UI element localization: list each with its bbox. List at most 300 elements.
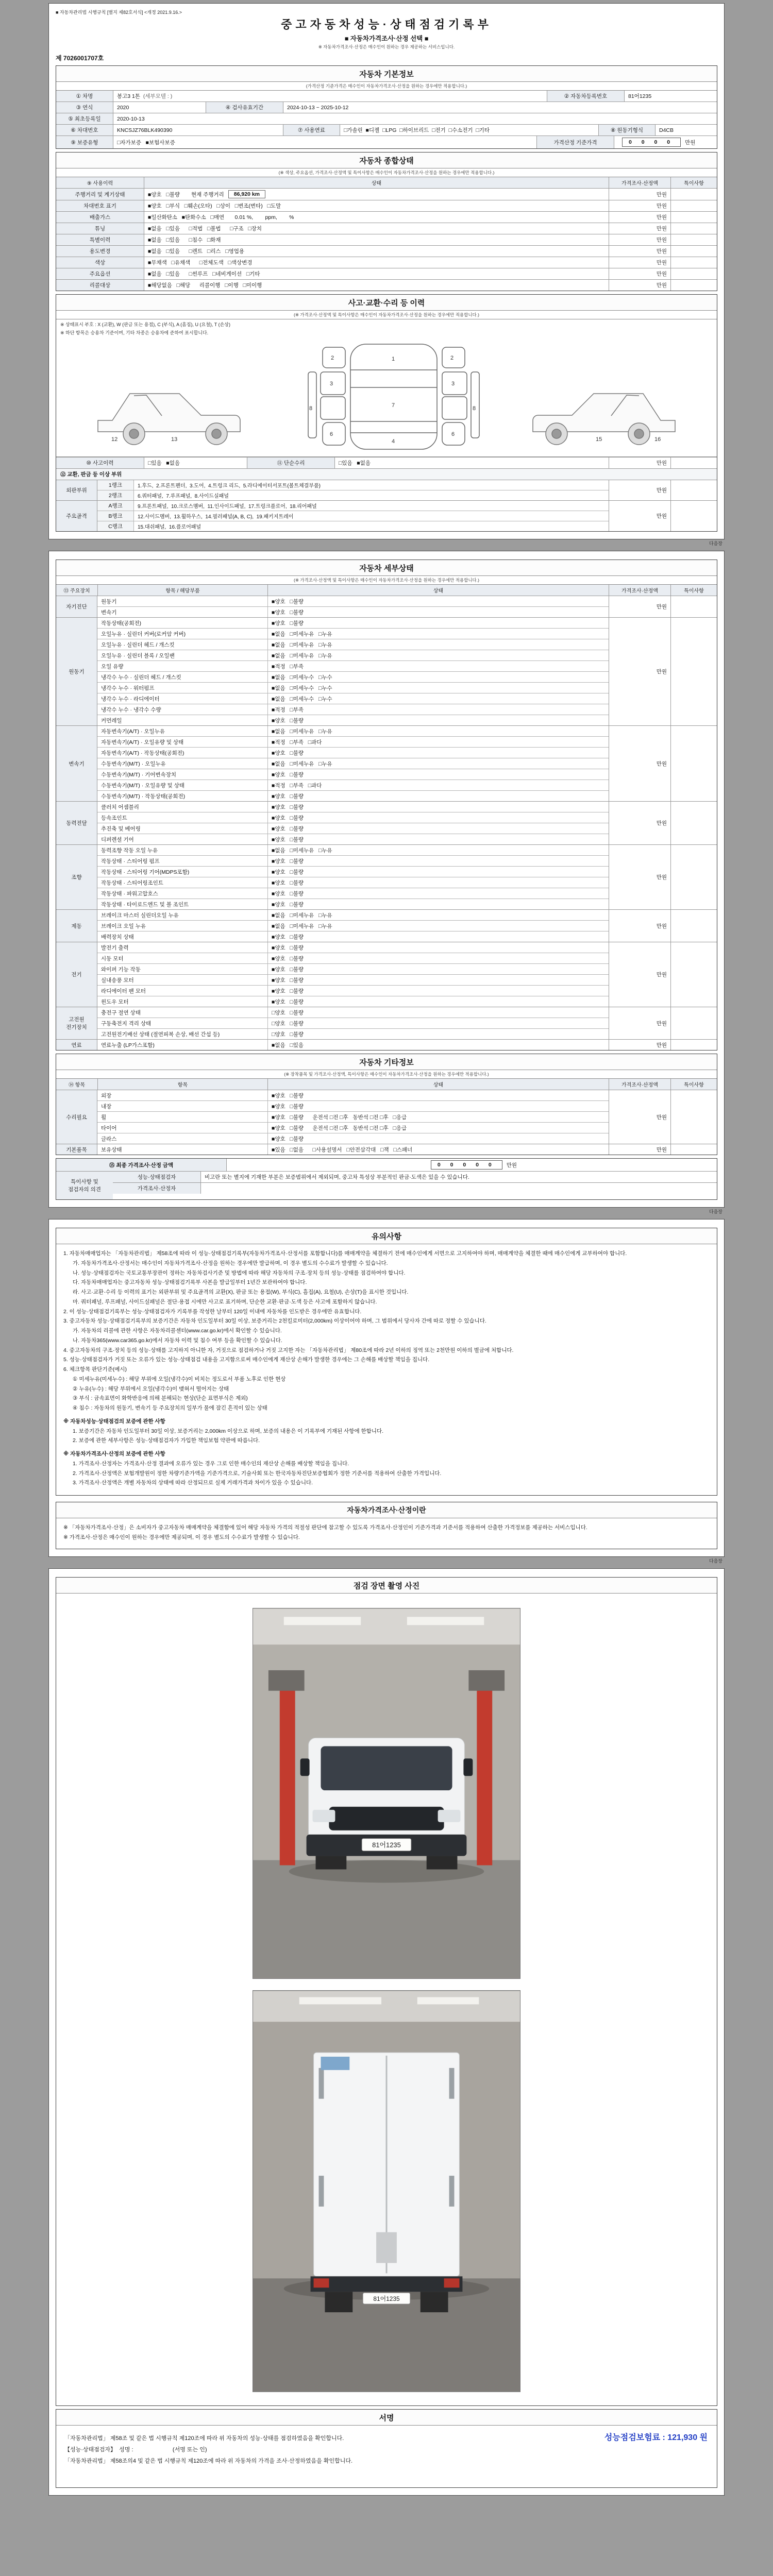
table-row: [56, 188, 717, 200]
device-row: [97, 910, 609, 920]
field-label-fuel: ⑦ 사용연료: [283, 125, 340, 135]
device-status: ■양호 □불량: [267, 596, 609, 606]
device-status: ■양호 □불량: [267, 607, 609, 617]
col-header-status: 상태: [144, 177, 609, 188]
section-note: (※ 가격조사·산정액 및 특이사항은 매수인이 자동차가격조사·산정을 원하는 경우에만 적용합니다.): [56, 311, 717, 319]
misc-item: 타이어: [101, 1125, 117, 1131]
group-price: 만원: [609, 1144, 670, 1155]
page-footer: 다음장: [709, 1209, 722, 1214]
group-label: 기본품목: [56, 1144, 97, 1155]
col-header: 상태: [267, 1079, 609, 1090]
page-notes: [48, 1219, 725, 1557]
note-paragraph: ※ 자동차가격조사·산정의 보증에 관한 사항: [63, 1451, 165, 1457]
group-note: [670, 596, 717, 617]
group-rows: [97, 1040, 609, 1050]
misc-status: ■양호 □불량: [267, 1090, 609, 1100]
device-row: [97, 726, 609, 736]
status-checkboxes: ■없음 □있음 □침수 □화재: [148, 237, 221, 243]
row-note: [670, 223, 717, 234]
device-row: [97, 855, 609, 866]
row-status: [144, 189, 609, 200]
field-value-warranty: □자가보증 ■보험사보증: [113, 136, 536, 148]
misc-item: 보유상태: [101, 1146, 122, 1153]
device-item: 수동변속기(M/T) · 오일누유: [101, 760, 166, 767]
diagram-number: 2: [450, 355, 454, 361]
status-checkboxes: ■무채색 □유채색 □전체도색 □색상변경: [148, 260, 253, 266]
photo-rear-of-truck: [253, 1990, 520, 2392]
note-paragraph: ※ 자동차성능·상태점검의 보증에 관한 사항: [63, 1418, 165, 1425]
col-header-price: 가격조사·산정액: [609, 177, 670, 188]
device-row: [97, 866, 609, 877]
device-row: [97, 790, 609, 801]
device-row: [97, 812, 609, 823]
device-item: 동력조향 작동 오일 누유: [101, 847, 158, 854]
row-price: 만원: [609, 280, 670, 291]
diagram-number: 15: [596, 436, 602, 443]
section-note: (※ 가격조사·산정액 및 특이사항은 매수인이 자동차가격조사·산정을 원하는 경우에만 적용합니다.): [56, 576, 717, 585]
mileage-label: 현재 주행거리: [191, 191, 224, 198]
device-row: [97, 660, 609, 671]
row-price: 만원: [609, 223, 670, 234]
section-photos: [56, 1577, 717, 2406]
note-paragraph: 3. 중고자동차 성능·상태점검기록부의 보증기간은 자동차 인도일부터 30일 이상, 보증거리는 2천킬로미터(2,000km) 이상이어야 하며, 그 범위에서 당사자 간에 따로 정할 수 있습니다.: [63, 1318, 486, 1325]
device-item: 라디에이터 팬 모터: [101, 988, 146, 994]
overall-condition-rows: [56, 188, 717, 291]
rank-parts: 1.후드, 2.프론트펜더, 3.도어, 4.트렁크 리드, 5.라디에이터서포트(볼트체결부품): [133, 480, 609, 490]
opinion-label: 특이사항 및 점검자의 의견: [56, 1172, 113, 1199]
device-status: ■양호 □불량: [267, 618, 609, 628]
diagram-number: 4: [392, 438, 395, 445]
page-detail: [48, 551, 725, 1208]
frame-panel-rows: [97, 501, 609, 531]
row-label: 주행거리 및 계기상태: [56, 189, 144, 200]
status-checkboxes: ■없음 □있음 □썬루프 □네비게이션 □기타: [148, 271, 260, 277]
device-item: 시동 모터: [101, 955, 124, 962]
table-row: [56, 223, 717, 234]
status-checkboxes: ■없음 □있음 □렌트 □리스 □영업용: [148, 248, 245, 255]
field-value-base-price: 0 0 0 0 만원: [614, 136, 717, 148]
table-row: [56, 245, 717, 257]
device-status: □양호 □불량: [267, 1007, 609, 1018]
row-price: 만원: [609, 246, 670, 257]
diagram-number: 1: [392, 356, 395, 362]
group-note: [670, 1007, 717, 1039]
diagram-number: 3: [451, 381, 455, 387]
device-item: 배력장치 상태: [101, 934, 134, 940]
group-rows: [97, 802, 609, 844]
device-item: 작동상태 · 스티어링조인트: [101, 879, 163, 886]
col-header-price: 가격조사·산정액: [609, 585, 670, 596]
note-paragraph: 1. 자동차매매업자는 「자동차관리법」 제58조에 따라 이 성능·상태점검기록부(자동차가격조사·산정서를 포함합니다)를 매매계약을 체결하기 전에 매수인에게 서면으로 고지하여야 하며, 매매계약을 체결한 때에 매수인에게 교부하여야 합니다.: [63, 1250, 627, 1257]
rank-row: [97, 490, 609, 500]
opinion-text-appraiser: [200, 1183, 717, 1194]
license-plate-rear: 81어1235: [373, 2295, 400, 2302]
device-item: 냉각수 누수 · 워터펌프: [101, 685, 155, 691]
note-paragraph: 라. 사고·교환·수리 등 이력의 표기는 외판부위 및 주요골격의 교환(X), 판금 또는 용접(W), 부식(C), 흠집(A), 요철(U), 손상(T)을 표시한 것입니다.: [73, 1289, 409, 1295]
group-note: [670, 942, 717, 1007]
device-item: 작동상태(공회전): [101, 620, 141, 626]
device-item: 수동변속기(M/T) · 기어변속장치: [101, 771, 176, 778]
rank-label: C랭크: [97, 521, 133, 531]
group-label: 자기진단: [56, 596, 97, 617]
row-status: [144, 234, 609, 245]
note-paragraph: 1. 가격조사·산정자는 가격조사·산정 결과에 오류가 있는 경우 그로 인한 매수인의 재산상 손해를 배상할 책임을 집니다.: [73, 1460, 349, 1467]
diagram-number: 6: [451, 431, 455, 437]
section-title: 유의사항: [56, 1228, 717, 1244]
col-header-note: 특이사항: [670, 177, 717, 188]
row-status: [144, 212, 609, 223]
group-label: 조향: [56, 845, 97, 909]
row-note: [670, 234, 717, 245]
note-paragraph: 2. 보증에 관한 세부사항은 성능·상태점검자가 가입한 책임보험 약관에 따릅니다.: [73, 1437, 260, 1444]
device-row: [97, 920, 609, 931]
device-item: 냉각수 누수 · 냉각수 수량: [101, 706, 161, 713]
section-note: (※ 장착품목 및 가격조사·산정액, 특이사항은 매수인이 자동차가격조사·산정을 원하는 경우에만 적용합니다.): [56, 1070, 717, 1079]
table-row: [56, 211, 717, 223]
misc-status: ■양호 □불량: [267, 1133, 609, 1144]
section-price-survey-info: [56, 1502, 717, 1549]
group-label: 주요골격: [56, 501, 97, 531]
row-note: [670, 268, 717, 279]
device-row: [97, 1040, 609, 1050]
group-rows: [97, 1007, 609, 1039]
device-item: 연료누출 (LP가스포함): [101, 1042, 155, 1048]
device-item: 변속기: [101, 609, 117, 616]
group-note: [670, 618, 717, 725]
device-status: ■적정 □부족: [267, 661, 609, 671]
group-price: 만원: [609, 910, 670, 942]
device-group-transmission: [56, 725, 717, 801]
section-title: 서명: [56, 2410, 717, 2426]
device-group-selfdiag: [56, 596, 717, 617]
device-row: [97, 639, 609, 650]
device-item: 윈도우 모터: [101, 998, 129, 1005]
section-note: (※ 색상, 주요옵션, 가격조사·산정액 및 특이사항은 매수인이 자동차가격조사·산정을 원하는 경우에만 적용합니다.): [56, 168, 717, 177]
rank-row: [97, 521, 609, 531]
group-note: [670, 845, 717, 909]
simple-repair-label: ⑪ 단순수리: [247, 457, 334, 468]
device-row: [97, 974, 609, 985]
device-item: 수동변속기(M/T) · 오일유량 및 상태: [101, 782, 184, 789]
misc-row: [97, 1100, 609, 1111]
device-item: 클러치 어셈블리: [101, 804, 139, 810]
table-row: [56, 279, 717, 291]
rank-parts: 12.사이드멤버, 13.휠하우스, 14.필러패널(A, B, C), 19.패키지트레이: [133, 511, 609, 521]
field-value-vin: KNCSJZ76BLK490390: [113, 125, 283, 135]
page-footer: 다음장: [709, 1558, 722, 1564]
device-status: □양호 □불량: [267, 1018, 609, 1028]
group-label: 전기: [56, 942, 97, 1007]
rank-label: 1랭크: [97, 480, 133, 490]
device-status: ■적정 □부족: [267, 704, 609, 715]
device-row: [97, 985, 609, 996]
device-row: [97, 996, 609, 1007]
device-item: 작동상태 · 스티어링 기어(MDPS포함): [101, 869, 190, 875]
status-checkboxes: ■양호 □불량: [148, 191, 180, 198]
row-note: [670, 257, 717, 268]
misc-row: [97, 1111, 609, 1122]
survey-lines: [56, 1518, 717, 1549]
diagram-number: 16: [654, 436, 661, 443]
document-number: 제 7026001707호: [56, 55, 104, 62]
note-paragraph: ② 누유(누수) : 해당 부위에서 오일(냉각수)이 맺혀서 떨어지는 상태: [73, 1385, 229, 1392]
opinion-role-inspector: 성능·상태점검자: [113, 1172, 200, 1182]
device-row: [97, 953, 609, 963]
row-price: 만원: [609, 212, 670, 223]
survey-line: ※ 가격조사·산정은 매수인이 원하는 경우에만 제공되며, 이 경우 별도의 수수료가 발생할 수 있습니다.: [63, 1534, 300, 1540]
group-price: 만원: [609, 596, 670, 617]
row-status: [144, 223, 609, 234]
device-row: [97, 1007, 609, 1018]
device-item: 충전구 절연 상태: [101, 1009, 141, 1016]
row-note: [670, 280, 717, 291]
device-row: [97, 779, 609, 790]
device-status: ■없음 □미세누유 □누유: [267, 639, 609, 650]
section-detail-condition: [56, 560, 717, 1050]
field-label-vin: ⑥ 차대번호: [56, 125, 113, 135]
group-label: 수리필요: [56, 1090, 97, 1144]
device-item: 오일누유 · 실린더 헤드 / 개스킷: [101, 641, 175, 648]
device-status: ■양호 □불량: [267, 888, 609, 899]
page-photos-sign: [48, 1568, 725, 2496]
exchange-panel-label: ⑫ 교환, 판금 등 이상 부위: [56, 468, 717, 480]
field-label-reg-no: ② 자동차등록번호: [547, 91, 624, 101]
row-price: 만원: [609, 234, 670, 245]
row-note: [670, 189, 717, 200]
group-rows: [97, 910, 609, 942]
damage-code-legend: ※ 상태표시 부호 : X (교환), W (판금 또는 용접), C (부식), A (흠집), U (요철), T (손상): [60, 322, 230, 327]
device-item: 냉각수 누수 · 라디에이터: [101, 696, 160, 702]
group-rows: [97, 845, 609, 909]
device-status: ■양호 □불량: [267, 748, 609, 758]
device-row: [97, 877, 609, 888]
misc-item: 외장: [101, 1092, 112, 1099]
col-header-device: ⑬ 주요장치: [56, 585, 97, 596]
device-row: [97, 769, 609, 779]
section-title: 사고·교환·수리 등 이력: [56, 295, 717, 311]
group-price: 만원: [609, 1090, 670, 1144]
row-price: 만원: [609, 200, 670, 211]
device-item: 고전원전기배선 상태 (절연피복 손상, 배선 간섭 등): [101, 1031, 220, 1038]
row-label: 특별이력: [56, 234, 144, 245]
device-status: ■없음 □미세누유 □누유: [267, 758, 609, 769]
inspection-insurance-fee: 성능점검보험료 : 121,930 원: [604, 2433, 708, 2442]
device-item: 작동상태 · 타이로드엔드 및 볼 조인트: [101, 901, 189, 908]
device-row: [97, 942, 609, 953]
device-group-powertrain: [56, 801, 717, 844]
device-item: 수동변속기(M/T) · 작동상태(공회전): [101, 793, 186, 800]
device-status: ■양호 □불량: [267, 823, 609, 834]
device-group-engine: [56, 617, 717, 725]
row-note: [670, 246, 717, 257]
col-header-item: 항목 / 해당부품: [97, 585, 267, 596]
device-status: ■없음 □있음: [267, 1040, 609, 1050]
misc-item: 내장: [101, 1103, 112, 1110]
device-item: 자동변속기(A/T) · 오일유량 및 상태: [101, 739, 184, 745]
misc-row: [97, 1144, 609, 1155]
device-row: [97, 628, 609, 639]
field-label-warranty: ⑨ 보증유형: [56, 136, 113, 148]
row-status: [144, 257, 609, 268]
field-label-engine: ⑧ 원동기형식: [598, 125, 655, 135]
device-status: ■없음 □미세누유 □누유: [267, 726, 609, 736]
status-checkboxes: ■해당없음 □해당 리콜이행 □이행 □미이행: [148, 282, 262, 289]
rank-label: B랭크: [97, 511, 133, 521]
signature-line: 【성능·상태점검자】 성명 : (서명 또는 인): [64, 2446, 207, 2453]
device-status: ■적정 □부족 □과다: [267, 737, 609, 747]
accident-value: □있음 ■없음: [144, 457, 247, 468]
row-note: [670, 457, 717, 468]
group-note: [670, 802, 717, 844]
group-label: 동력전달: [56, 802, 97, 844]
opinion-role-appraiser: 가격조사·산정자: [113, 1183, 200, 1194]
misc-status: ■양호 □불량 운전석 □전 □후 동반석 □전 □후 □응급: [267, 1123, 609, 1133]
device-status: ■양호 □불량: [267, 834, 609, 844]
device-group-brake: [56, 909, 717, 942]
page-subnote: ※ 자동차가격조사·산정은 매수인이 원하는 경우 제공하는 서비스입니다.: [318, 44, 455, 49]
misc-group-repair: [56, 1090, 717, 1144]
field-label-car-name: ① 차명: [56, 91, 113, 101]
device-row: [97, 963, 609, 974]
col-header: 특이사항: [670, 1079, 717, 1090]
section-title: 자동차 종합상태: [56, 152, 717, 168]
device-item: 브레이크 오일 누유: [101, 923, 146, 929]
device-status: ■양호 □불량: [267, 986, 609, 996]
note-paragraph: 다. 자동차매매업자는 중고자동차 성능·상태점검기록부 사본을 발급일부터 1년간 보관하여야 합니다.: [73, 1279, 307, 1286]
group-label: 제동: [56, 910, 97, 942]
section-title: 자동차 세부상태: [56, 560, 717, 576]
row-label: 튜닝: [56, 223, 144, 234]
rank-label: A랭크: [97, 501, 133, 511]
group-label: 연료: [56, 1040, 97, 1050]
device-item: 오일누유 · 실린더 커버(로커암 커버): [101, 631, 186, 637]
row-status: [144, 280, 609, 291]
field-label-first-reg: ⑤ 최초등록일: [56, 113, 113, 124]
field-value-engine: D4CB: [655, 125, 717, 135]
row-label: 색상: [56, 257, 144, 268]
table-row: [56, 200, 717, 211]
device-item: 구동축전지 격리 상태: [101, 1020, 152, 1027]
device-item: 커먼레일: [101, 717, 122, 724]
diagram-number: 3: [330, 381, 333, 387]
simple-repair-value: □있음 ■없음: [334, 457, 609, 468]
rank-row: [97, 480, 609, 490]
diagram-number: 12: [111, 436, 118, 443]
page-footer: 다음장: [709, 541, 722, 546]
row-price: 만원: [609, 189, 670, 200]
group-rows: [97, 942, 609, 1007]
group-price: 만원: [609, 845, 670, 909]
signature-line: 「자동차관리법」 제58조의4 및 같은 법 시행규칙 제120조에 따라 위 자동차의 가격을 조사·산정하였음을 확인합니다.: [64, 2458, 353, 2464]
rank-row: [97, 511, 609, 521]
frame-panel-group: [56, 500, 717, 531]
device-status: ■없음 □미세누유 □누유: [267, 910, 609, 920]
rank-parts: 15.대쉬패널, 16.플로어패널: [133, 521, 609, 531]
rank-label: 2랭크: [97, 490, 133, 500]
table-row: [56, 234, 717, 245]
group-price: 만원: [609, 1040, 670, 1050]
misc-group-basic-items: [56, 1144, 717, 1155]
group-price: 만원: [609, 942, 670, 1007]
device-status: ■양호 □불량: [267, 812, 609, 823]
section-misc-info: [56, 1054, 717, 1155]
field-value-year: 2020: [113, 102, 206, 113]
page-subtitle: ■ 자동차가격조사·산정 선택 ■: [344, 35, 429, 42]
mileage-value: 86,920 km: [228, 190, 265, 198]
device-status: ■양호 □불량: [267, 996, 609, 1007]
note-paragraph: 2. 가격조사·산정액은 보험개발원이 정한 차량기준가액을 기준가격으로, 기술사회 또는 한국자동차진단보증협회가 정한 기준서를 적용하여 산출한 가격입니다.: [73, 1470, 442, 1477]
device-item: 자동변속기(A/T) · 작동상태(공회전): [101, 750, 184, 756]
final-price-value: 0 0 0 0 0 만원: [226, 1159, 717, 1171]
device-row: [97, 671, 609, 682]
device-item: 와이퍼 기능 작동: [101, 966, 141, 973]
device-row: [97, 596, 609, 606]
device-status: ■없음 □미세누수 □누수: [267, 672, 609, 682]
device-row: [97, 682, 609, 693]
device-item: 브레이크 마스터 실린더오일 누유: [101, 912, 179, 919]
device-row: [97, 758, 609, 769]
device-row: [97, 606, 609, 617]
device-status: ■없음 □미세누유 □누유: [267, 845, 609, 855]
col-header: 항목: [97, 1079, 267, 1090]
col-header-note: 특이사항: [670, 585, 717, 596]
row-price: 만원: [609, 268, 670, 279]
status-checkboxes: ■없음 □있음 □적법 □불법 □구조 □장치: [148, 226, 262, 232]
device-status: ■양호 □불량: [267, 856, 609, 866]
device-row: [97, 888, 609, 899]
group-label: 변속기: [56, 726, 97, 801]
device-row: [97, 899, 609, 909]
device-status: ■양호 □불량: [267, 802, 609, 812]
table-row: [56, 268, 717, 279]
group-label: 원동기: [56, 618, 97, 725]
device-item: 오일누유 · 실린더 블록 / 오일팬: [101, 652, 175, 659]
signature-line: 「자동차관리법」 제58조 및 같은 법 시행규칙 제120조에 따라 위 자동차의 성능·상태를 점검하였음을 확인합니다.: [64, 2435, 344, 2442]
device-item: 자동변속기(A/T) · 오일누유: [101, 728, 165, 735]
group-note: [670, 1144, 717, 1155]
device-group-fuel: [56, 1039, 717, 1050]
diagram-number: 13: [171, 436, 178, 443]
section-signature: [56, 2409, 717, 2488]
group-label: 외판부위: [56, 480, 97, 500]
group-price: 만원: [609, 618, 670, 725]
section-accident-history: [56, 294, 717, 532]
field-label-inspection: ④ 검사유효기간: [206, 102, 283, 113]
group-rows: [97, 726, 609, 801]
device-status: ■없음 □미세누수 □누수: [267, 683, 609, 693]
device-row: [97, 823, 609, 834]
note-paragraph: 나. 성능·상태점검자는 국토교통부장관이 정하는 자동차검사기준 및 방법에 따라 해당 자동차의 구조·장치 등의 성능·상태를 점검하여야 합니다.: [73, 1269, 406, 1276]
misc-item: 글라스: [101, 1136, 117, 1142]
device-row: [97, 1028, 609, 1039]
device-row: [97, 747, 609, 758]
row-label: 차대번호 표기: [56, 200, 144, 211]
section-notes: [56, 1228, 717, 1496]
col-header-usage: ⑨ 사용이력: [56, 177, 144, 188]
misc-row: [97, 1090, 609, 1100]
col-header-status: 상태: [267, 585, 609, 596]
group-note: [670, 910, 717, 942]
group-label: 고전원 전기장치: [56, 1007, 97, 1039]
device-status: ■양호 □불량: [267, 791, 609, 801]
field-value-car-name: 봉고3 1톤 (세부모델 : ): [113, 91, 547, 101]
note-paragraph: 4. 중고자동차의 구조·장치 등의 성능·상태를 고지하지 아니한 자, 거짓으로 점검하거나 거짓 고지한 자는 「자동차관리법」 제80조에 따라 2년 이하의 징역 또는 2천만원 이하의 벌금에 처합니다.: [63, 1347, 514, 1353]
device-status: ■없음 □미세누유 □누유: [267, 921, 609, 931]
note-paragraph: 3. 가격조사·산정액은 개별 자동차의 상태에 따라 산정되므로 실제 거래가격과 차이가 있을 수 있습니다.: [73, 1480, 313, 1486]
device-status: ■양호 □불량: [267, 931, 609, 942]
license-plate-front: 81어1235: [372, 1841, 401, 1849]
notes-paragraphs: [56, 1244, 717, 1495]
